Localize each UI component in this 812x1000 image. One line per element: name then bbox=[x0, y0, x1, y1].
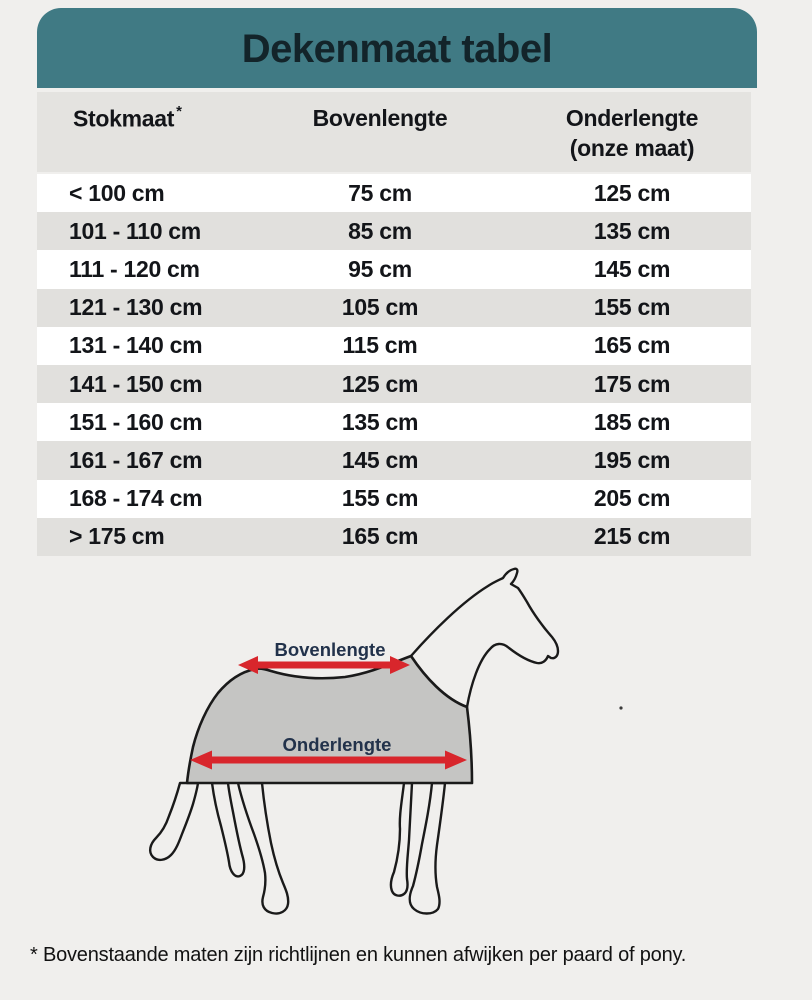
footnote: * Bovenstaande maten zijn richtlijnen en kunnen afwijken per paard of pony. bbox=[30, 944, 687, 966]
col-header-onderlengte-line2: (onze maat) bbox=[569, 135, 695, 161]
cell-bovenlengte: 155 cm bbox=[341, 485, 419, 512]
cell-onderlengte: 185 cm bbox=[593, 408, 671, 435]
page-title: Dekenmaat tabel bbox=[241, 27, 553, 71]
dot-artifact bbox=[619, 706, 622, 709]
cell-onderlengte: 155 cm bbox=[593, 294, 671, 321]
horse-front-leg-far bbox=[391, 783, 412, 896]
cell-onderlengte: 125 cm bbox=[593, 179, 671, 206]
cell-stokmaat: 161 - 167 cm bbox=[69, 446, 203, 473]
cell-bovenlengte: 165 cm bbox=[341, 523, 419, 550]
cell-bovenlengte: 145 cm bbox=[341, 446, 419, 473]
cell-bovenlengte: 125 cm bbox=[341, 370, 419, 397]
cell-bovenlengte: 105 cm bbox=[341, 294, 419, 321]
cell-onderlengte: 195 cm bbox=[593, 446, 671, 473]
cell-bovenlengte: 115 cm bbox=[342, 332, 418, 359]
cell-onderlengte: 145 cm bbox=[593, 255, 671, 282]
cell-stokmaat: 151 - 160 cm bbox=[69, 408, 203, 435]
cell-stokmaat: 111 - 120 cm bbox=[69, 255, 200, 282]
cell-stokmaat: 101 - 110 cm bbox=[69, 217, 201, 244]
cell-stokmaat: 168 - 174 cm bbox=[69, 485, 203, 512]
cell-onderlengte: 205 cm bbox=[593, 485, 671, 512]
cell-onderlengte: 135 cm bbox=[593, 217, 671, 244]
cell-onderlengte: 165 cm bbox=[593, 332, 671, 359]
cell-stokmaat: < 100 cm bbox=[69, 179, 165, 206]
cell-stokmaat: > 175 cm bbox=[69, 523, 165, 550]
cell-stokmaat: 141 - 150 cm bbox=[69, 370, 203, 397]
cell-onderlengte: 215 cm bbox=[593, 523, 671, 550]
cell-bovenlengte: 75 cm bbox=[348, 179, 412, 206]
cell-bovenlengte: 135 cm bbox=[341, 408, 419, 435]
cell-stokmaat: 131 - 140 cm bbox=[69, 332, 203, 359]
horse-hind-leg-near bbox=[238, 783, 288, 914]
cell-bovenlengte: 85 cm bbox=[348, 217, 412, 244]
horse-hind-leg-far bbox=[212, 783, 244, 876]
col-header-stokmaat-label: Stokmaat bbox=[73, 105, 175, 132]
cell-bovenlengte: 95 cm bbox=[348, 255, 412, 282]
horse-hind-leg-bent bbox=[150, 783, 198, 860]
horse-front-leg-near bbox=[410, 783, 445, 914]
onderlengte-label: Onderlengte bbox=[282, 734, 392, 755]
bovenlengte-label: Bovenlengte bbox=[274, 639, 386, 660]
col-header-onderlengte-line1: Onderlengte bbox=[565, 105, 699, 131]
col-header-bovenlengte: Bovenlengte bbox=[312, 105, 448, 131]
cell-stokmaat: 121 - 130 cm bbox=[69, 294, 203, 321]
cell-onderlengte: 175 cm bbox=[593, 370, 671, 397]
footnote-marker: * bbox=[176, 103, 182, 120]
